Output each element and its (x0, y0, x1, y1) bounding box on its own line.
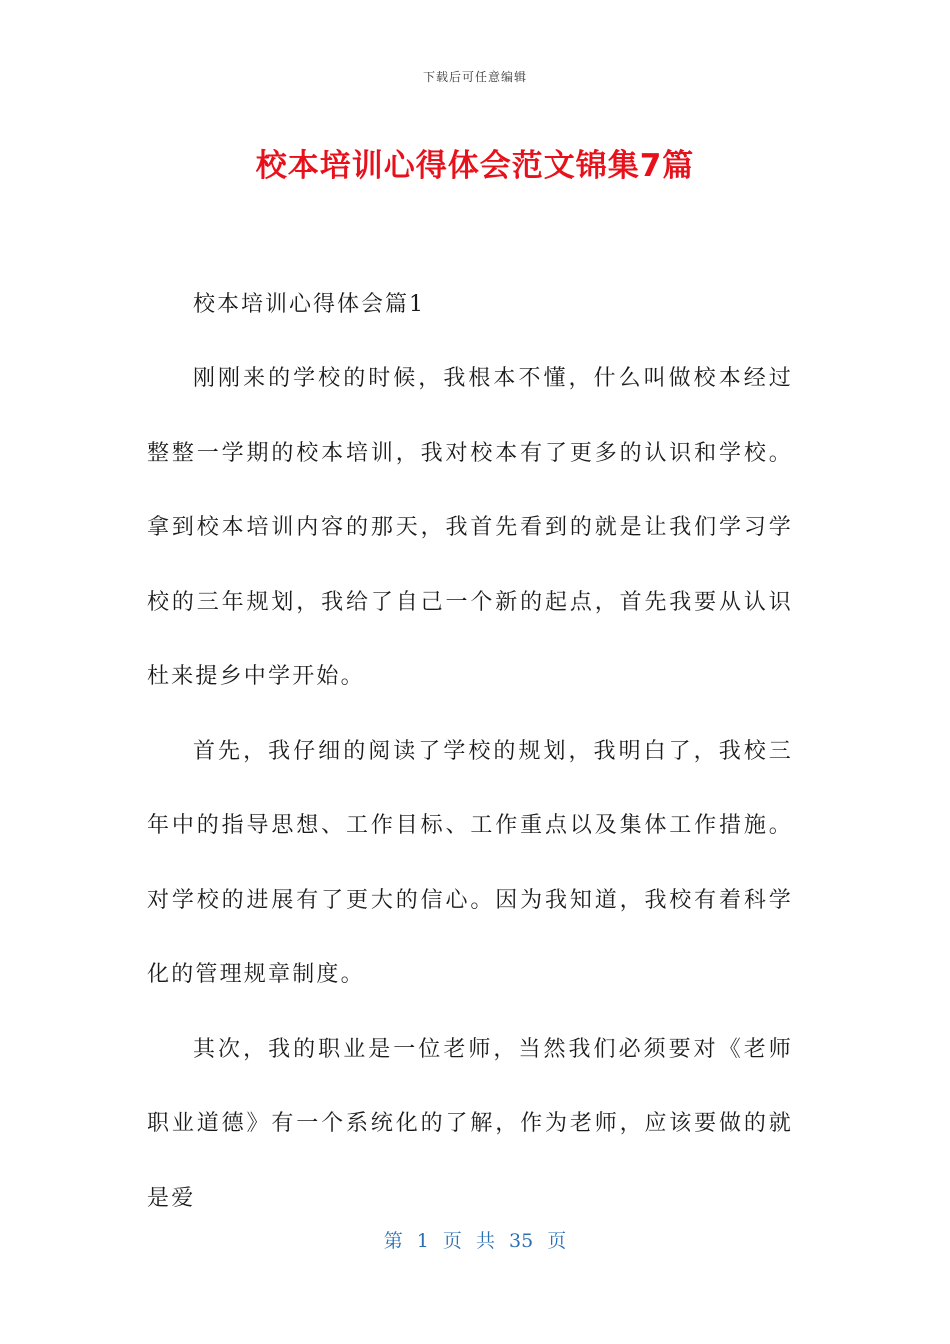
section-heading: 校本培训心得体会篇1 (193, 292, 425, 317)
paragraph-1: 刚刚来的学校的时候，我根本不懂，什么叫做校本经过整整一学期的校本培训，我对校本有了更多的认识和学校。拿到校本培训内容的那天，我首先看到的就是让我们学习学校的三年规划，我给了自己一个新的起点，首先我要从认识杜来提乡中学开始。 (147, 366, 793, 689)
header-note: 下载后可任意编辑 (422, 70, 527, 84)
paragraph-2: 首先，我仔细的阅读了学校的规划，我明白了，我校三年中的指导思想、工作目标、工作重点以及集体工作措施。对学校的进展有了更大的信心。因为我知道，我校有着科学化的管理规章制度。 (147, 738, 793, 987)
page-number-footer: 第 1 页 共 35 页 (383, 1230, 567, 1252)
document-body (147, 268, 793, 1236)
document-title: 校本培训心得体会范文锦集7篇 (255, 148, 695, 184)
paragraph-3: 其次，我的职业是一位老师，当然我们必须要对《老师职业道德》有一个系统化的了解，作为老师，应该要做的就是爱 (147, 1036, 793, 1211)
